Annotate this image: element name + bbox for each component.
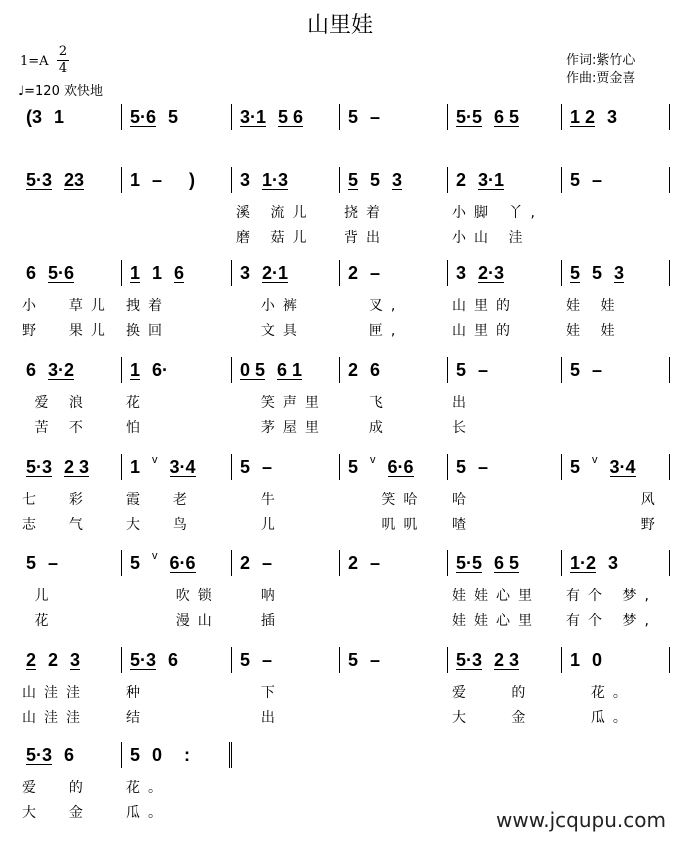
- lyric-line-verse-2: [18, 707, 670, 725]
- measure: [232, 550, 340, 576]
- note-group: 0: [152, 744, 163, 765]
- note-group: 5: [168, 106, 179, 127]
- measure: [448, 260, 562, 286]
- lyricist: 作词:紫竹心: [566, 53, 636, 68]
- lyric-segment: 成: [344, 420, 391, 436]
- lyric-segment: 换回: [126, 323, 170, 339]
- note-group: 5: [348, 649, 359, 670]
- lyric-segment: 背出: [344, 230, 388, 246]
- note-group: –: [370, 262, 381, 283]
- measure: [562, 104, 670, 130]
- lyric-segment: [18, 227, 122, 245]
- measure: [122, 167, 232, 193]
- lyric-segment: 飞: [344, 395, 391, 411]
- note-group: 3: [614, 262, 625, 283]
- note-group: 5: [570, 359, 581, 380]
- measure: [340, 357, 448, 383]
- song-title: 山里娃: [306, 13, 373, 38]
- lyric-segment: 娃娃心里: [452, 613, 540, 629]
- note-group: 5: [570, 456, 581, 477]
- note-group: 2 3: [494, 649, 520, 670]
- music-system: [18, 454, 670, 480]
- music-system: [18, 742, 232, 768]
- measure: [232, 647, 340, 673]
- note-group: 5: [370, 169, 381, 190]
- measure: [18, 260, 122, 286]
- lyric-segment: 漫山: [126, 613, 220, 629]
- measure: [122, 454, 232, 480]
- lyric-segment: 野 果儿: [22, 323, 113, 339]
- music-system: [18, 167, 670, 193]
- lyric-segment: 呐: [236, 588, 283, 604]
- note-group: 3: [240, 262, 251, 283]
- note-group: 1 2: [570, 106, 596, 127]
- lyric-segment: [18, 202, 122, 220]
- note-group: 2: [348, 359, 359, 380]
- lyric-segment: 吹锁: [126, 588, 220, 604]
- lyric-line-verse-1: [18, 777, 232, 795]
- lyric-line-verse-1: [18, 682, 670, 700]
- note-group: 1·2: [570, 552, 597, 573]
- music-system: [18, 550, 670, 576]
- music-system: [18, 260, 670, 286]
- lyric-segment: 长: [452, 420, 474, 436]
- lyric-line-verse-1: [18, 489, 670, 507]
- lyric-segment: [340, 682, 448, 700]
- lyric-segment: 磨 菇儿: [236, 230, 315, 246]
- lyric-segment: 溪 流儿: [236, 205, 315, 221]
- note-group: 3·1: [478, 169, 505, 190]
- measure: [448, 647, 562, 673]
- note-group: 3: [70, 649, 81, 670]
- watermark: www.jcqupu.com: [496, 808, 666, 832]
- music-system: [18, 647, 670, 673]
- lyric-segment: 七 彩: [22, 492, 91, 508]
- measure: [18, 167, 122, 193]
- note-group: 5·6: [130, 106, 157, 127]
- note-group: 5: [456, 359, 467, 380]
- note-group: –: [152, 169, 163, 190]
- time-signature: [57, 44, 69, 77]
- note-group: 5: [570, 169, 581, 190]
- credits: [566, 52, 635, 88]
- lyric-line-verse-2: [18, 802, 232, 820]
- measure: [122, 104, 232, 130]
- note-group: 3·4: [169, 456, 196, 477]
- note-group: 1: [130, 359, 141, 380]
- lyric-segment: [340, 707, 448, 725]
- measure: [340, 550, 448, 576]
- lyric-segment: 爱 的: [22, 780, 91, 796]
- note-group: 5·3: [130, 649, 157, 670]
- measure: [340, 647, 448, 673]
- note-group: 6: [26, 359, 37, 380]
- lyric-segment: [122, 227, 232, 245]
- note-group: (3: [26, 106, 43, 127]
- breath-mark: v: [152, 550, 158, 562]
- note-group: –: [478, 456, 489, 477]
- lyric-segment: 娃 娃: [566, 323, 623, 339]
- note-group: 6: [26, 262, 37, 283]
- lyric-segment: 霞 老: [126, 492, 195, 508]
- note-group: 5: [240, 456, 251, 477]
- note-group: 3·2: [48, 359, 75, 380]
- lyric-segment: 娃娃心里: [452, 588, 540, 604]
- measure: [18, 104, 122, 130]
- measure: [122, 742, 232, 768]
- music-system: [18, 104, 670, 130]
- lyric-segment: 志 气: [22, 517, 91, 533]
- note-group: 2·3: [478, 262, 505, 283]
- lyric-line-verse-1: [18, 585, 670, 603]
- lyric-segment: [562, 202, 670, 220]
- note-group: 3: [607, 106, 618, 127]
- measure: [232, 454, 340, 480]
- note-group: –: [262, 456, 273, 477]
- measure: [122, 647, 232, 673]
- measure: [18, 647, 122, 673]
- lyric-segment: 喳: [452, 517, 474, 533]
- lyric-segment: 大 金: [22, 805, 91, 821]
- note-group: –: [370, 552, 381, 573]
- lyric-segment: 山洼洼: [22, 685, 88, 701]
- note-group: 5·3: [26, 456, 53, 477]
- lyric-segment: 爱 浪: [22, 395, 91, 411]
- note-group: 2: [240, 552, 251, 573]
- note-group: 6·6: [169, 552, 196, 573]
- note-group: ): [174, 169, 196, 190]
- lyric-line-verse-2: [18, 417, 670, 435]
- lyric-segment: 大 金: [452, 710, 534, 726]
- lyric-segment: 怕: [126, 420, 148, 436]
- lyric-line-verse-1: [18, 295, 670, 313]
- note-group: 5: [456, 456, 467, 477]
- lyric-segment: [122, 202, 232, 220]
- measure: [562, 454, 670, 480]
- lyric-segment: 有个 梦,: [566, 588, 657, 604]
- key-signature: 1=A: [20, 54, 49, 69]
- note-group: 1·3: [262, 169, 289, 190]
- note-group: 3: [456, 262, 467, 283]
- note-group: 3: [240, 169, 251, 190]
- note-group: :: [174, 744, 191, 765]
- note-group: 5: [130, 744, 141, 765]
- lyric-segment: 花。: [126, 780, 170, 796]
- measure: [340, 260, 448, 286]
- measure: [122, 357, 232, 383]
- lyric-line-verse-2: [18, 610, 670, 628]
- note-group: 5: [348, 169, 359, 190]
- measure: [448, 357, 562, 383]
- note-group: 2: [26, 649, 37, 670]
- lyric-segment: 瓜。: [126, 805, 170, 821]
- note-group: –: [370, 106, 381, 127]
- lyric-segment: 出: [236, 710, 283, 726]
- music-system: [18, 357, 670, 383]
- note-group: 5: [26, 552, 37, 573]
- lyric-line-verse-2: [18, 227, 670, 245]
- note-group: 5: [348, 106, 359, 127]
- lyric-segment: 茅屋里: [236, 420, 327, 436]
- lyric-segment: 娃 娃: [566, 298, 623, 314]
- measure: [340, 167, 448, 193]
- measure: [232, 167, 340, 193]
- measure: [18, 742, 122, 768]
- measure: [122, 260, 232, 286]
- note-group: 5: [240, 649, 251, 670]
- lyric-segment: 出: [452, 395, 474, 411]
- measure: [562, 260, 670, 286]
- note-group: –: [370, 649, 381, 670]
- composer: 作曲:贾金喜: [566, 71, 636, 86]
- lyric-segment: 爱 的: [452, 685, 534, 701]
- note-group: 5·6: [48, 262, 75, 283]
- lyric-segment: 叉,: [344, 298, 404, 314]
- lyric-segment: 文具: [236, 323, 305, 339]
- note-group: 5·5: [456, 552, 483, 573]
- measure: [448, 454, 562, 480]
- note-group: 6·6: [387, 456, 414, 477]
- measure: [340, 104, 448, 130]
- note-group: –: [592, 169, 603, 190]
- note-group: 5·5: [456, 106, 483, 127]
- note-group: 2 3: [64, 456, 90, 477]
- note-group: 5: [592, 262, 603, 283]
- measure: [340, 454, 448, 480]
- lyric-segment: 野: [566, 517, 663, 533]
- note-group: 3: [392, 169, 403, 190]
- lyric-line-verse-2: [18, 320, 670, 338]
- measure: [448, 167, 562, 193]
- lyric-segment: 笑哈: [344, 492, 426, 508]
- lyric-segment: 小山 洼: [452, 230, 531, 246]
- note-group: 6 5: [494, 552, 520, 573]
- note-group: –: [262, 649, 273, 670]
- lyric-segment: 儿: [236, 517, 283, 533]
- lyric-segment: [340, 585, 448, 603]
- breath-mark: v: [592, 454, 598, 466]
- note-group: 6: [168, 649, 179, 670]
- note-group: 5·3: [456, 649, 483, 670]
- lyric-segment: 大 鸟: [126, 517, 195, 533]
- note-group: 6: [370, 359, 381, 380]
- measure: [122, 550, 232, 576]
- lyric-segment: [562, 392, 670, 410]
- lyric-segment: 拽着: [126, 298, 170, 314]
- note-group: –: [48, 552, 59, 573]
- measure: [18, 454, 122, 480]
- lyric-segment: 花: [126, 395, 148, 411]
- measure: [18, 357, 122, 383]
- note-group: 1: [570, 649, 581, 670]
- lyric-segment: 有个 梦,: [566, 613, 657, 629]
- lyric-segment: 小脚 丫,: [452, 205, 543, 221]
- lyric-segment: 儿: [22, 588, 57, 604]
- lyric-segment: 瓜。: [566, 710, 635, 726]
- note-group: 2: [348, 262, 359, 283]
- note-group: 5·3: [26, 744, 53, 765]
- note-group: 23: [64, 169, 85, 190]
- measure: [562, 550, 670, 576]
- note-group: 3·4: [609, 456, 636, 477]
- note-group: 1: [130, 262, 141, 283]
- lyric-segment: 结: [126, 710, 148, 726]
- note-group: 1: [54, 106, 65, 127]
- lyric-segment: 风: [566, 492, 663, 508]
- note-group: –: [262, 552, 273, 573]
- note-group: 5: [570, 262, 581, 283]
- note-group: 5: [130, 552, 141, 573]
- note-group: 0: [592, 649, 603, 670]
- note-group: 6 1: [277, 359, 303, 380]
- time-bottom: 4: [58, 61, 68, 76]
- note-group: 2: [348, 552, 359, 573]
- note-group: 2: [456, 169, 467, 190]
- lyric-line-verse-1: [18, 202, 670, 220]
- note-group: 6·: [152, 359, 169, 380]
- lyric-segment: [562, 227, 670, 245]
- lyric-segment: 山里的: [452, 298, 518, 314]
- time-top: 2: [58, 44, 68, 59]
- lyric-segment: 匣,: [344, 323, 404, 339]
- measure: [562, 647, 670, 673]
- lyric-line-verse-2: [18, 514, 670, 532]
- note-group: 6 5: [494, 106, 520, 127]
- lyric-segment: 山里的: [452, 323, 518, 339]
- lyric-segment: 牛: [236, 492, 283, 508]
- measure: [562, 357, 670, 383]
- note-group: 3: [608, 552, 619, 573]
- measure: [18, 550, 122, 576]
- note-group: 0 5: [240, 359, 266, 380]
- lyric-segment: [562, 417, 670, 435]
- note-group: 6: [64, 744, 75, 765]
- note-group: –: [478, 359, 489, 380]
- lyric-segment: 山洼洼: [22, 710, 88, 726]
- note-group: 5·3: [26, 169, 53, 190]
- tempo-marking: ♩=120 欢快地: [18, 84, 103, 99]
- lyric-segment: 种: [126, 685, 148, 701]
- lyric-segment: 苦 不: [22, 420, 91, 436]
- measure: [448, 550, 562, 576]
- note-group: 1: [130, 456, 141, 477]
- breath-mark: v: [370, 454, 376, 466]
- note-group: 2: [48, 649, 59, 670]
- lyric-segment: 哈: [452, 492, 474, 508]
- note-group: –: [592, 359, 603, 380]
- measure: [232, 260, 340, 286]
- lyric-segment: 插: [236, 613, 283, 629]
- lyric-segment: 下: [236, 685, 283, 701]
- lyric-line-verse-1: [18, 392, 670, 410]
- breath-mark: v: [152, 454, 158, 466]
- note-group: 1: [130, 169, 141, 190]
- lyric-segment: 小裤: [236, 298, 305, 314]
- lyric-segment: [340, 610, 448, 628]
- measure: [232, 357, 340, 383]
- note-group: 1: [152, 262, 163, 283]
- measure: [562, 167, 670, 193]
- lyric-segment: 挠着: [344, 205, 388, 221]
- lyric-segment: 花。: [566, 685, 635, 701]
- lyric-segment: 叽叽: [344, 517, 426, 533]
- note-group: 5: [348, 456, 359, 477]
- measure: [448, 104, 562, 130]
- measure: [232, 104, 340, 130]
- note-group: 3·1: [240, 106, 267, 127]
- lyric-segment: 花: [22, 613, 57, 629]
- note-group: 2·1: [262, 262, 289, 283]
- note-group: 5 6: [278, 106, 304, 127]
- lyric-segment: 笑声里: [236, 395, 327, 411]
- note-group: 6: [174, 262, 185, 283]
- lyric-segment: 小 草儿: [22, 298, 113, 314]
